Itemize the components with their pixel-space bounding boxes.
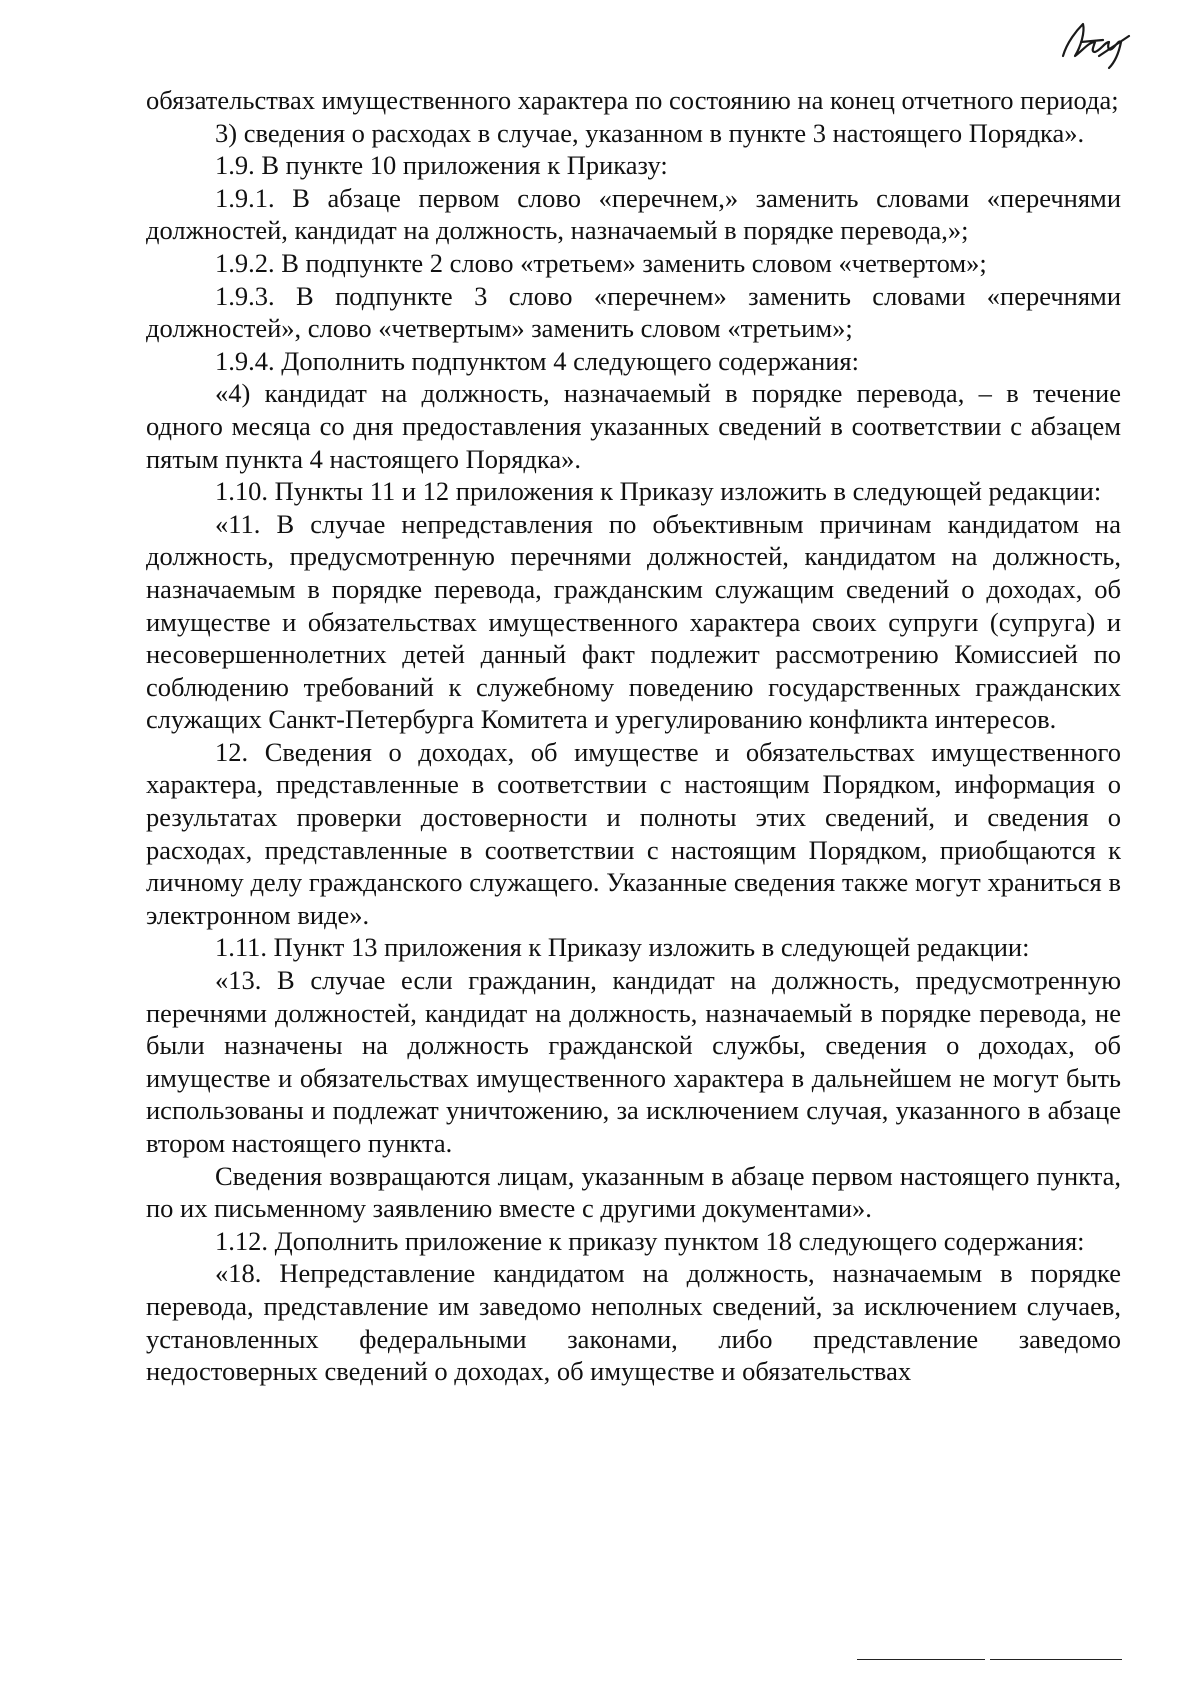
paragraph: 1.12. Дополнить приложение к приказу пунктом 18 следующего содержания: bbox=[215, 1225, 1085, 1256]
footer-rule bbox=[990, 1659, 1122, 1660]
paragraph: «18. Непредставление кандидатом на должность, назначаемым в порядке перевода, представление им заведомо неполных сведений, за исключением случаев, установленных федеральными законами, либо представление заведомо недостоверных сведений о доходах, об имуществе и обязательствах bbox=[146, 1258, 1121, 1387]
paragraph: 3) сведения о расходах в случае, указанном в пункте 3 настоящего Порядка». bbox=[215, 117, 1085, 148]
footer-rule bbox=[857, 1659, 985, 1660]
paragraph: 1.9. В пункте 10 приложения к Приказу: bbox=[215, 150, 668, 181]
paragraph: 1.9.4. Дополнить подпунктом 4 следующего содержания: bbox=[215, 345, 859, 376]
paragraph: «4) кандидат на должность, назначаемый в порядке перевода, – в течение одного месяца со дня предоставления указанных сведений в соответствии с абзацем пятым пункта 4 настоящего Порядка». bbox=[146, 378, 1121, 474]
paragraph: Сведения возвращаются лицам, указанным в абзаце первом настоящего пункта, по их письменному заявлению вместе с другими документами». bbox=[146, 1160, 1121, 1224]
paragraph: «11. В случае непредставления по объективным причинам кандидатом на должность, предусмотренную перечнями должностей, кандидатом на должность, назначаемым в порядке перевода, гражданским служащим сведений о доходах, об имуществе и обязательствах имущественного характера своих супруги (супруга) и несовершеннолетних детей данный факт подлежит рассмотрению Комиссией по соблюдению требований к служебному поведению государственных гражданских служащих Санкт-Петербурга Комитета и урегулированию конфликта интересов. bbox=[146, 508, 1121, 735]
paragraph: 1.9.3. В подпункте 3 слово «перечнем» заменить словами «перечнями должностей», слово «четвертым» заменить словом «третьим»; bbox=[146, 280, 1121, 344]
handwritten-initials bbox=[1055, 12, 1135, 72]
paragraph: 1.10. Пункты 11 и 12 приложения к Приказу изложить в следующей редакции: bbox=[215, 476, 1102, 507]
paragraph: обязательствах имущественного характера по состоянию на конец отчетного периода; bbox=[146, 85, 1119, 115]
paragraph: 1.9.2. В подпункте 2 слово «третьем» заменить словом «четвертом»; bbox=[215, 247, 987, 278]
paragraph: «13. В случае если гражданин, кандидат на должность, предусмотренную перечнями должностей, кандидат на должность, назначаемый в порядке перевода, не были назначены на должность гражданской службы, сведения о доходах, об имуществе и обязательствах имущественного характера в дальнейшем не могут быть использованы и подлежат уничтожению, за исключением случая, указанного в абзаце втором настоящего пункта. bbox=[146, 965, 1121, 1158]
paragraph: 1.9.1. В абзаце первом слово «перечнем,» заменить словами «перечнями должностей, кандидат на должность, назначаемый в порядке перевода,»; bbox=[146, 182, 1121, 246]
paragraph: 1.11. Пункт 13 приложения к Приказу изложить в следующей редакции: bbox=[215, 932, 1030, 963]
document-body bbox=[146, 84, 1121, 1388]
paragraph: 12. Сведения о доходах, об имуществе и обязательствах имущественного характера, представленные в соответствии с настоящим Порядком, информация о результатах проверки достоверности и полноты этих сведений, и сведения о расходах, представленные в соответствии с настоящим Порядком, приобщаются к личному делу гражданского служащего. Указанные сведения также могут храниться в электронном виде». bbox=[146, 736, 1121, 930]
